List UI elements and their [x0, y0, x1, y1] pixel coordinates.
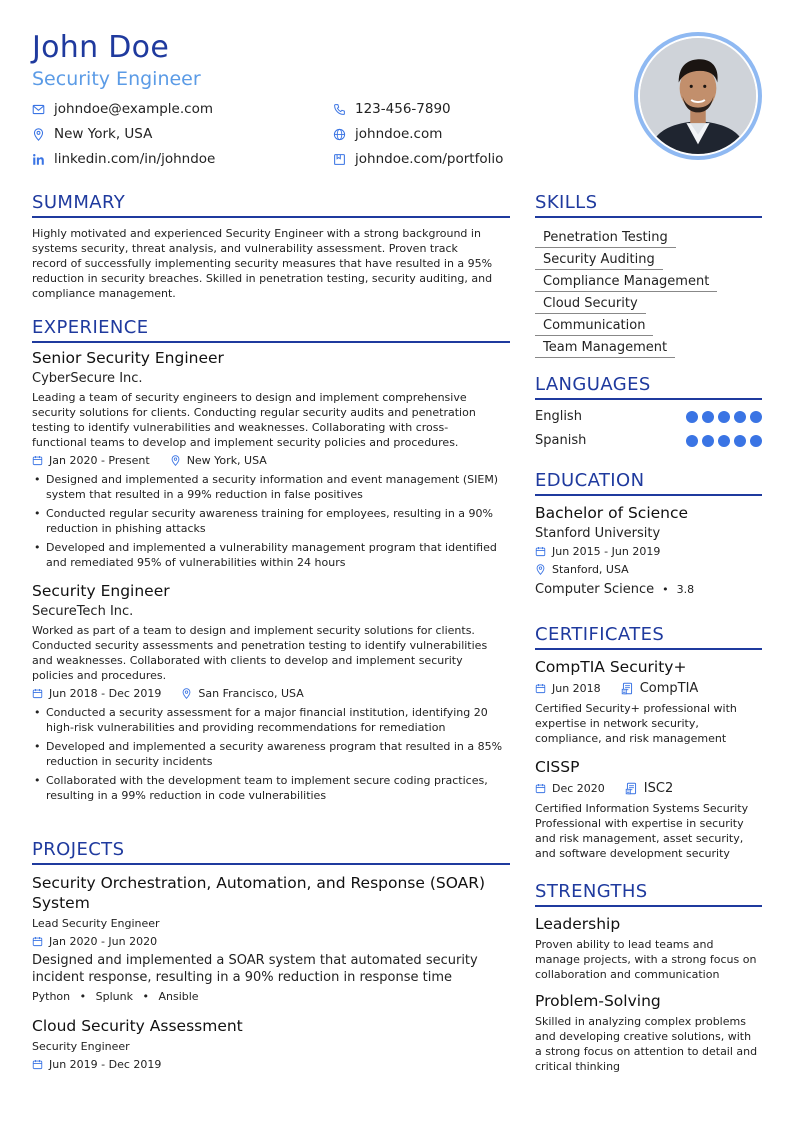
contact-location [32, 126, 152, 142]
job-meta [32, 687, 510, 700]
certificate-icon [621, 682, 634, 695]
job-title: Security Engineer [32, 582, 170, 600]
proficiency-dot [750, 411, 762, 423]
skill-tag: Team Management [535, 339, 675, 358]
section-title-skills: SKILLS [535, 192, 762, 218]
school-name: Stanford University [535, 526, 661, 541]
strength-name: Problem-Solving [535, 992, 661, 1010]
project-meta [32, 935, 510, 948]
section-title-projects: PROJECTS [32, 839, 510, 865]
summary-text [32, 226, 510, 301]
project-title-line: System [32, 894, 90, 912]
strength-description-line: manage projects, with a strong focus on [535, 953, 757, 966]
section-title-languages: LANGUAGES [535, 374, 762, 400]
language-row [535, 409, 762, 424]
project-title: Cloud Security Assessment [32, 1017, 243, 1035]
tech-tag: Splunk [95, 990, 133, 1003]
calendar-icon [32, 936, 43, 947]
contact-linkedin-text: linkedin.com/in/johndoe [54, 151, 216, 167]
education-field-row: Computer Science • 3.8 [535, 582, 695, 597]
certificate-description-line: Professional with expertise in security [535, 817, 744, 830]
list-item: • Conducted a security assessment for a major financial institution, identifying 20 high-risk vulnerabilities and providing recommendations for remediation [32, 705, 510, 735]
certificates-section [535, 624, 762, 861]
job-achievements [32, 472, 510, 570]
phone-icon [333, 103, 346, 116]
job-description [32, 623, 510, 683]
skills-section [535, 192, 762, 358]
proficiency-dot [686, 411, 698, 423]
section-title-certificates: CERTIFICATES [535, 624, 762, 650]
location-pin-icon [170, 455, 181, 466]
skill-tag: Penetration Testing [535, 229, 676, 248]
certificate-date: Dec 2020 [552, 782, 605, 795]
project-title [32, 873, 510, 913]
certificate-description [535, 701, 762, 746]
certificate-issuer: CompTIA [639, 681, 699, 696]
job-description-line: and weaknesses. Collaborated with clients to develop and implement security [32, 654, 463, 667]
company-name: SecureTech Inc. [32, 604, 134, 619]
list-item: • Collaborated with the development team to implement secure coding practices, resulting in a 99% reduction in code vulnerabilities [32, 773, 510, 803]
job-title: Senior Security Engineer [32, 349, 224, 367]
location-pin-icon [181, 688, 192, 699]
education-location-row [535, 563, 762, 576]
proficiency-dot [702, 411, 714, 423]
company-name: CyberSecure Inc. [32, 371, 143, 386]
contact-phone-text: 123-456-7890 [355, 101, 451, 117]
language-name: English [535, 409, 582, 424]
certificate-description [535, 801, 762, 861]
strength-description-line: a strong focus on attention to detail and [535, 1045, 758, 1058]
tech-tag: Ansible [158, 990, 199, 1003]
contact-phone[interactable] [333, 101, 451, 117]
project-role: Security Engineer [32, 1040, 130, 1053]
experience-entry [32, 582, 510, 803]
certificate-description-line: and software development security [535, 847, 730, 860]
skill-tag: Security Auditing [535, 251, 663, 270]
job-description-line: Worked as part of a team to design and implement security solutions for clients. [32, 624, 475, 637]
project-dates: Jun 2019 - Dec 2019 [49, 1058, 162, 1071]
job-description-line: testing to identify vulnerabilities and weaknesses. Collaborating with cross- [32, 421, 449, 434]
job-description-line: security solutions for clients. Conducting regular security audits and penetration [32, 406, 476, 419]
education-section [535, 470, 762, 597]
project-description-line: Designed and implemented a SOAR system that automated security [32, 953, 478, 968]
proficiency-dot [734, 411, 746, 423]
languages-section [535, 374, 762, 448]
project-title-line: Security Orchestration, Automation, and Response (SOAR) [32, 874, 486, 892]
calendar-icon [32, 688, 43, 699]
certificate-meta [535, 681, 762, 696]
job-dates: Jun 2018 - Dec 2019 [49, 687, 162, 700]
skill-tag: Cloud Security [535, 295, 646, 314]
proficiency-dot [686, 435, 698, 447]
calendar-icon [535, 683, 546, 694]
profile-photo-illustration [640, 38, 756, 154]
certificate-description-line: Certified Information Systems Security [535, 802, 749, 815]
strength-description [535, 1014, 762, 1074]
tech-tag: Python [32, 990, 71, 1003]
certificate-name: CISSP [535, 758, 580, 776]
job-description-line: Conducted security assessments and penetration testing to identify vulnerabilities [32, 639, 488, 652]
job-description-line: functional teams to develop and implement security policies and procedures. [32, 436, 459, 449]
section-title-strengths: STRENGTHS [535, 881, 762, 907]
job-location: New York, USA [186, 454, 267, 467]
language-name: Spanish [535, 433, 587, 448]
location-pin-icon [32, 128, 45, 141]
job-description-line: Leading a team of security engineers to design and implement comprehensive [32, 391, 467, 404]
job-dates: Jan 2020 - Present [49, 454, 150, 467]
strength-name: Leadership [535, 915, 621, 933]
certificate-description-line: compliance, and risk management [535, 732, 727, 745]
globe-icon [333, 128, 346, 141]
location-pin-icon [535, 564, 546, 575]
summary-line: compliance management. [32, 287, 176, 300]
contact-website-text: johndoe.com [355, 126, 443, 142]
project-tech-list: Python • Splunk • Ansible [32, 990, 199, 1003]
certificate-date: Jun 2018 [552, 682, 601, 695]
experience-entry [32, 349, 510, 570]
project-dates: Jan 2020 - Jun 2020 [49, 935, 158, 948]
skill-tag: Compliance Management [535, 273, 717, 292]
strength-description-line: critical thinking [535, 1060, 621, 1073]
proficiency-dot [702, 435, 714, 447]
summary-line: systems security, threat analysis, and vulnerability assessment. Proven track [32, 242, 458, 255]
certificate-icon [625, 782, 638, 795]
contact-linkedin[interactable] [32, 151, 215, 167]
certificate-entry [535, 758, 762, 861]
contact-website[interactable] [333, 126, 442, 142]
list-item: • Designed and implemented a security information and event management (SIEM) system that resulted in a 99% reduction in false positives [32, 472, 510, 502]
mail-icon [32, 103, 45, 116]
proficiency-dot [750, 435, 762, 447]
list-item: • Developed and implemented a security awareness program that resulted in a 85% reduction in security incidents [32, 739, 510, 769]
job-meta [32, 454, 510, 467]
certificate-description-line: expertise in network security, [535, 717, 699, 730]
summary-section [32, 192, 510, 301]
certificate-meta [535, 781, 762, 796]
project-entry [32, 1017, 510, 1071]
projects-section [32, 839, 510, 1071]
proficiency-dot [718, 435, 730, 447]
project-entry [32, 873, 510, 1004]
calendar-icon [535, 546, 546, 557]
language-level [686, 411, 762, 423]
job-location: San Francisco, USA [198, 687, 304, 700]
contact-email[interactable] [32, 101, 213, 117]
summary-line: reduction in security breaches. Skilled in penetration testing, security auditing, and [32, 272, 493, 285]
education-dates-row [535, 545, 762, 558]
calendar-icon [32, 1059, 43, 1070]
portfolio-icon [333, 153, 346, 166]
certificate-description-line: and risk management, asset security, [535, 832, 744, 845]
language-level [686, 435, 762, 447]
project-description [32, 952, 510, 986]
project-meta [32, 1058, 510, 1071]
certificate-entry [535, 658, 762, 746]
section-title-education: EDUCATION [535, 470, 762, 496]
candidate-title: Security Engineer [32, 68, 201, 90]
contact-portfolio-text: johndoe.com/portfolio [355, 151, 504, 167]
linkedin-icon [32, 153, 45, 166]
certificate-name: CompTIA Security+ [535, 658, 687, 676]
strength-description-line: Skilled in analyzing complex problems [535, 1015, 746, 1028]
summary-line: Highly motivated and experienced Security Engineer with a strong background in [32, 227, 481, 240]
strengths-section [535, 881, 762, 1074]
job-description [32, 390, 510, 450]
field-of-study: Computer Science [535, 582, 655, 597]
job-description-line: policies and procedures. [32, 669, 167, 682]
contact-email-text: johndoe@example.com [54, 101, 213, 117]
degree-name: Bachelor of Science [535, 504, 689, 522]
strength-entry [535, 992, 762, 1074]
project-description-line: incident response, resulting in a 90% reduction in response time [32, 970, 453, 985]
section-title-experience: EXPERIENCE [32, 317, 510, 343]
calendar-icon [535, 783, 546, 794]
contact-portfolio[interactable] [333, 151, 503, 167]
certificate-issuer: ISC2 [643, 781, 674, 796]
language-row [535, 433, 762, 448]
strength-entry [535, 915, 762, 982]
contact-location-text: New York, USA [54, 126, 153, 142]
proficiency-dot [734, 435, 746, 447]
avatar [634, 32, 762, 160]
strength-description [535, 937, 762, 982]
certificate-description-line: Certified Security+ professional with [535, 702, 737, 715]
proficiency-dot [718, 411, 730, 423]
list-item: • Developed and implemented a vulnerability management program that identified and remediated 95% of vulnerabilities within 24 hours [32, 540, 510, 570]
list-item: • Conducted regular security awareness training for employees, resulting in a 90% reduction in phishing attacks [32, 506, 510, 536]
gpa-value: 3.8 [676, 583, 695, 596]
strength-description-line: and developing creative solutions, with [535, 1030, 752, 1043]
section-title-summary: SUMMARY [32, 192, 510, 218]
experience-section [32, 317, 510, 807]
candidate-name: John Doe [32, 30, 170, 65]
skills-list [535, 226, 762, 358]
strength-description-line: Proven ability to lead teams and [535, 938, 714, 951]
job-achievements [32, 705, 510, 803]
summary-line: record of successfully implementing security measures that have resulted in a 95% [32, 257, 493, 270]
skill-tag: Communication [535, 317, 653, 336]
education-location: Stanford, USA [552, 563, 629, 576]
strength-description-line: collaboration and communication [535, 968, 720, 981]
education-dates: Jun 2015 - Jun 2019 [552, 545, 661, 558]
project-role: Lead Security Engineer [32, 917, 160, 930]
calendar-icon [32, 455, 43, 466]
